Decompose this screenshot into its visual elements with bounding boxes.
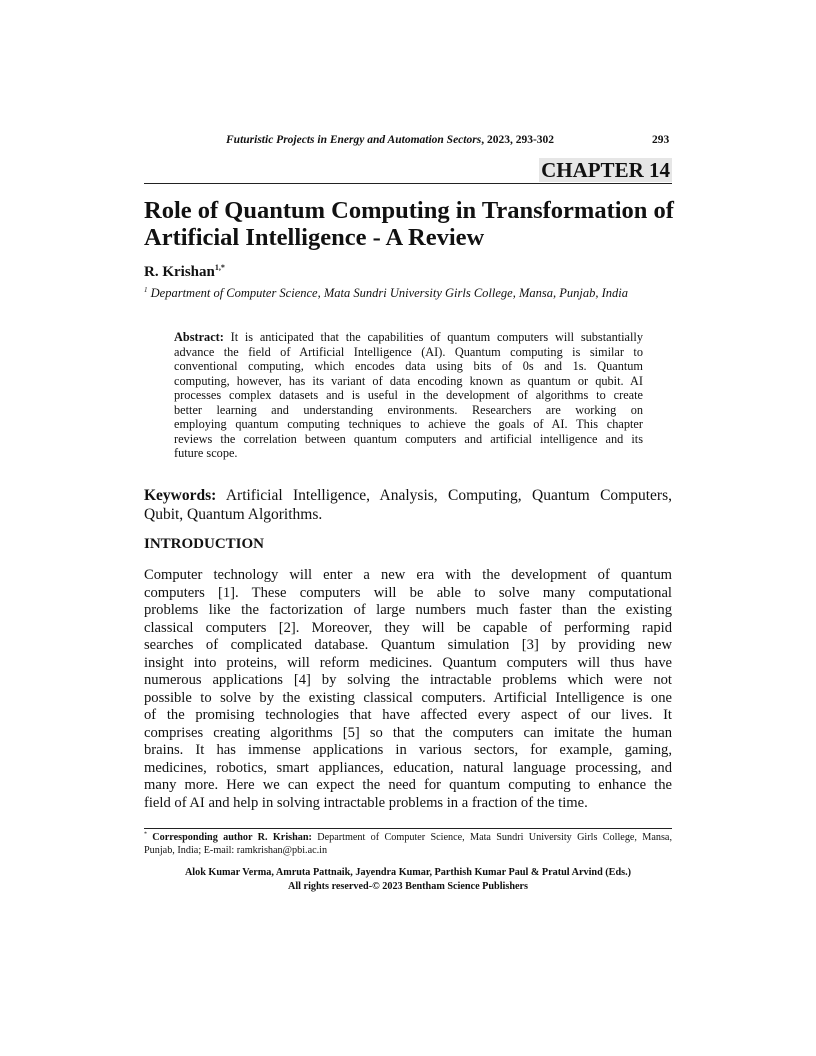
chapter-title [144,197,684,251]
chapter-label: CHAPTER 14 [541,158,670,182]
line-text: conventional computing, which encodes data using bits of 0s and 1s. Quantum [174,359,643,373]
line-text: possible to solve by the existing classical computers. Artificial Intelligence is one [144,689,672,706]
editors: Alok Kumar Verma, Amruta Pattnaik, Jayendra Kumar, Parthish Kumar Paul & Pratul Arvind (Eds.) [184,867,632,878]
line-text: Artificial Intelligence, Analysis, Computing, Quantum Computers, [216,487,672,504]
text-line [174,446,643,461]
keywords [144,486,672,524]
line-text: Qubit, Quantum Algorithms. [144,506,323,523]
text-line [144,505,672,524]
affiliation [144,286,628,301]
author-sup: 1,* [214,263,225,272]
line-text: reviews the correlation between quantum computers and artificial intelligence and its [174,431,643,446]
text-line [174,403,643,418]
text-line [174,359,643,374]
text-line [144,585,672,603]
line-text: problems like the factorization of large numbers much faster than the existing [144,602,672,618]
text-line [144,707,672,725]
copyright: All rights reserved-© 2023 Bentham Science Publishers [287,881,529,892]
text-line [144,602,672,620]
line-text: insight into proteins, will reform medicines. Quantum computers will thus have [144,654,672,671]
journal-details: , 2023, 293-302 [481,134,555,146]
text-line [174,417,643,432]
footnote-rule [144,828,672,829]
text-line [144,725,672,743]
footnote-text: Department of Computer Science, Mata Sundri University Girls College, Mansa, [311,832,672,843]
running-header [226,132,554,148]
text-line [174,374,643,389]
text-line [174,345,643,360]
author-name: R. Krishan [144,264,215,280]
line-text: better learning and understanding environments. Researchers are working on [174,402,643,417]
abstract [174,330,643,461]
label: Abstract: [174,330,224,344]
line-text: computing, however, has its variant of data encoding known as quantum or qubit. AI [174,373,643,388]
text-line [144,486,672,505]
text-line [144,742,672,760]
header-rule [144,183,672,184]
line-text: advance the field of Artificial Intelligence (AI). Quantum computing is similar to [174,344,643,359]
line-text: many more. Here we can expect the need for quantum computing to enhance the [144,777,672,793]
text-line [144,795,672,813]
footnote-text: Punjab, India; E-mail: ramkrishan@pbi.ac.in [144,845,328,856]
text-line [174,432,643,447]
page-number: 293 [652,134,670,146]
line-text: numerous applications [4] by solving the intractable problems which were not [144,672,672,688]
line-text: brains. It has immense applications in various sectors, for example, gaming, [144,742,672,758]
text-line [144,690,672,708]
introduction-body [144,567,672,812]
text-line [144,760,672,778]
line-text: It is anticipated that the capabilities of quantum computers will substantially [223,330,643,344]
line-text: Computer technology will enter a new era with the development of quantum [144,567,672,583]
author [144,263,225,281]
text-line [144,655,672,673]
line-text: classical computers [2]. Moreover, they will be capable of performing rapid [144,619,672,636]
line-text: computers [1]. These computers will be able to solve many computational [144,584,672,601]
line-text: field of AI and help in solving intractable problems in a fraction of the time. [144,794,588,811]
line-text: processes complex datasets and is useful in the development of algorithms to create [174,388,643,402]
line-text: searches of complicated database. Quantum simulation [3] by providing new [144,637,672,653]
affiliation-sup: 1 [144,285,148,294]
line-text: medicines, robotics, smart appliances, education, natural language processing, and [144,759,672,776]
text-line [144,637,672,655]
label: Keywords: [144,487,217,504]
text-line [144,672,672,690]
text-line [174,330,643,345]
introduction-heading: INTRODUCTION [144,536,265,552]
title-line: Artificial Intelligence - A Review [144,224,485,251]
text-line [144,777,672,795]
footnote-label: Corresponding author R. Krishan: [147,832,312,843]
footer [144,866,672,894]
footnote-sup: * [144,831,147,838]
footnote [144,831,672,857]
text-line [144,620,672,638]
line-text: employing quantum computing techniques to achieve the goals of AI. This chapter [174,417,643,431]
journal-title: Futuristic Projects in Energy and Automation Sectors [226,134,482,146]
text-line [144,567,672,585]
line-text: comprises creating algorithms [5] so that the computers can imitate the human [144,724,672,741]
line-text: of the promising technologies that have affected every aspect of our lives. It [144,707,672,723]
line-text: future scope. [174,446,238,460]
text-line [174,388,643,403]
title-line: Role of Quantum Computing in Transformation of [144,197,674,224]
affiliation-text: Department of Computer Science, Mata Sundri University Girls College, Mansa, Punjab, India [147,286,628,300]
